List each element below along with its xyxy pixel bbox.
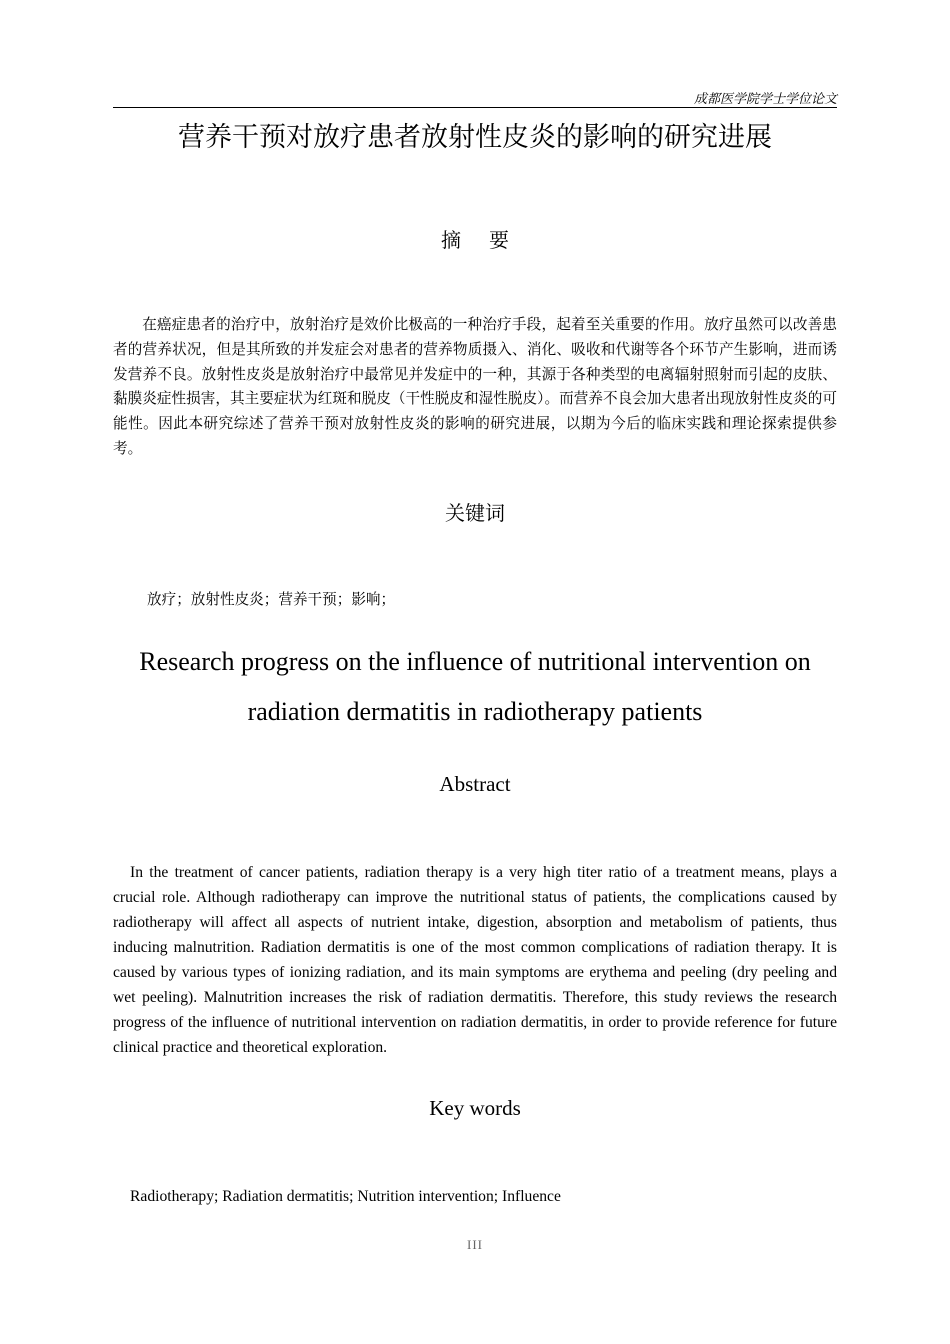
english-title	[0, 637, 950, 737]
english-keywords-heading: Key words	[429, 1096, 521, 1120]
english-title-line-1: Research progress on the influence of nutritional intervention on	[139, 647, 811, 676]
english-title-line-2: radiation dermatitis in radiotherapy patients	[247, 697, 703, 726]
chinese-abstract-text: 在癌症患者的治疗中，放射治疗是效价比极高的一种治疗手段，起着至关重要的作用。放疗虽然可以改善患者的营养状况，但是其所致的并发症会对患者的营养物质摄入、消化、吸收和代谢等各个环节产生影响，进而诱发营养不良。放射性皮炎是放射治疗中最常见并发症中的一种，其源于各种类型的电离辐射照射而引起的皮肤、黏膜炎症性损害，其主要症状为红斑和脱皮（干性脱皮和湿性脱皮）。而营养不良会加大患者出现放射性皮炎的可能性。因此本研究综述了营养干预对放射性皮炎的影响的研究进展，以期为今后的临床实践和理论探索提供参考。	[113, 316, 837, 457]
running-header: 成都医学院学士学位论文	[693, 92, 837, 107]
english-abstract-heading: Abstract	[439, 772, 511, 796]
header-rule	[113, 107, 837, 108]
chinese-abstract-heading: 摘要	[441, 228, 537, 252]
chinese-keywords-heading: 关键词	[445, 501, 505, 525]
chinese-title: 营养干预对放疗患者放射性皮炎的影响的研究进展	[178, 122, 772, 153]
page-number: III	[467, 1237, 483, 1252]
english-keywords-text: Radiotherapy; Radiation dermatitis; Nutrition intervention; Influence	[130, 1188, 561, 1205]
english-abstract-text: In the treatment of cancer patients, radiation therapy is a very high titer ratio of a treatment means, plays a crucial role. Although radiotherapy can improve the nutritional status of patients, the complications caused by radiotherapy will affect all aspects of nutrient intake, digestion, absorption and metabolism of patients, thus inducing malnutrition. Radiation dermatitis is one of the most common complications of radiation therapy. It is caused by various types of ionizing radiation, and its main symptoms are erythema and peeling (dry peeling and wet peeling). Malnutrition increases the risk of radiation dermatitis. Therefore, this study reviews the research progress of the influence of nutritional intervention on radiation dermatitis, in order to provide reference for future clinical practice and theoretical exploration.	[113, 864, 837, 1056]
chinese-keywords-text: 放疗；放射性皮炎；营养干预；影响；	[147, 591, 396, 608]
